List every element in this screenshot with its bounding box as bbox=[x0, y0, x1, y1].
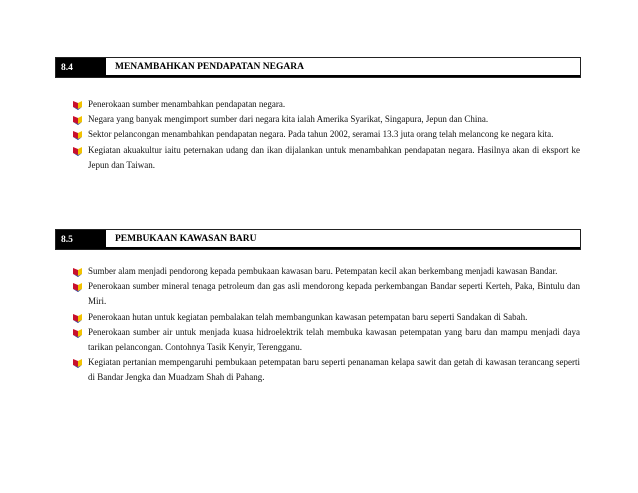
book-bullet-icon bbox=[72, 146, 83, 156]
list-item bbox=[72, 279, 580, 309]
list-item bbox=[72, 97, 580, 112]
section-8-5-bullet-list bbox=[72, 264, 580, 386]
bullet-text: Penerokaan sumber menambahkan pendapatan negara. bbox=[88, 99, 286, 109]
book-bullet-icon bbox=[72, 328, 83, 338]
book-bullet-icon bbox=[72, 313, 83, 323]
bullet-text: Penerokaan sumber air untuk menjada kuasa hidroelektrik telah membuka kawasan petempatan yang baru dan mampu menjadi daya tarikan pelancongan. Contohnya Tasik Kenyir, Terengganu. bbox=[88, 326, 580, 353]
section-title: PEMBUKAAN KAWASAN BARU bbox=[106, 230, 580, 249]
bullet-text: Kegiatan akuakultur iaitu peternakan udang dan ikan dijalankan untuk menambahkan pendapatan negara. Hasilnya akan di eksport ke Jepun dan Taiwan. bbox=[88, 144, 580, 170]
list-item bbox=[72, 355, 580, 385]
bullet-text: Kegiatan pertanian mempengaruhi pembukaan petempatan baru seperti penanaman kelapa sawit dan getah di kawasan terancang seperti di Bandar Jengka dan Muadzam Shah di Pahang. bbox=[88, 357, 580, 383]
list-item bbox=[72, 127, 580, 142]
bullet-text: Negara yang banyak mengimport sumber dari negara kita ialah Amerika Syarikat, Singapura, Jepun dan China. bbox=[88, 114, 489, 125]
book-bullet-icon bbox=[72, 130, 83, 140]
list-item bbox=[72, 112, 580, 127]
section-number: 8.5 bbox=[56, 230, 106, 249]
section-header-8-4 bbox=[55, 57, 581, 78]
bullet-text: Sektor pelancongan menambahkan pendapatan negara. Pada tahun 2002, seramai 13.3 juta orang telah melancong ke negara kita. bbox=[88, 129, 554, 140]
book-bullet-icon bbox=[72, 115, 83, 125]
section-header-8-5 bbox=[55, 229, 581, 250]
list-item bbox=[72, 264, 580, 279]
list-item bbox=[72, 325, 580, 355]
bullet-text: Sumber alam menjadi pendorong kepada pembukaan kawasan baru. Petempatan kecil akan berkembang menjadi kawasan Bandar. bbox=[88, 266, 558, 276]
book-bullet-icon bbox=[72, 282, 83, 292]
section-title: MENAMBAHKAN PENDAPATAN NEGARA bbox=[106, 58, 580, 77]
book-bullet-icon bbox=[72, 267, 83, 277]
bullet-text: Penerokaan sumber mineral tenaga petroleum dan gas asli mendorong kepada perkembangan Bandar seperti Kerteh, Paka, Bintulu dan Miri. bbox=[88, 281, 580, 307]
section-8-4-bullet-list bbox=[72, 97, 580, 173]
list-item bbox=[72, 310, 580, 325]
book-bullet-icon bbox=[72, 358, 83, 368]
list-item bbox=[72, 143, 580, 173]
book-bullet-icon bbox=[72, 100, 83, 110]
section-number: 8.4 bbox=[56, 58, 106, 77]
bullet-text: Penerokaan hutan untuk kegiatan pembalakan telah membangunkan kawasan petempatan baru seperti Sandakan di Sabah. bbox=[88, 311, 528, 322]
